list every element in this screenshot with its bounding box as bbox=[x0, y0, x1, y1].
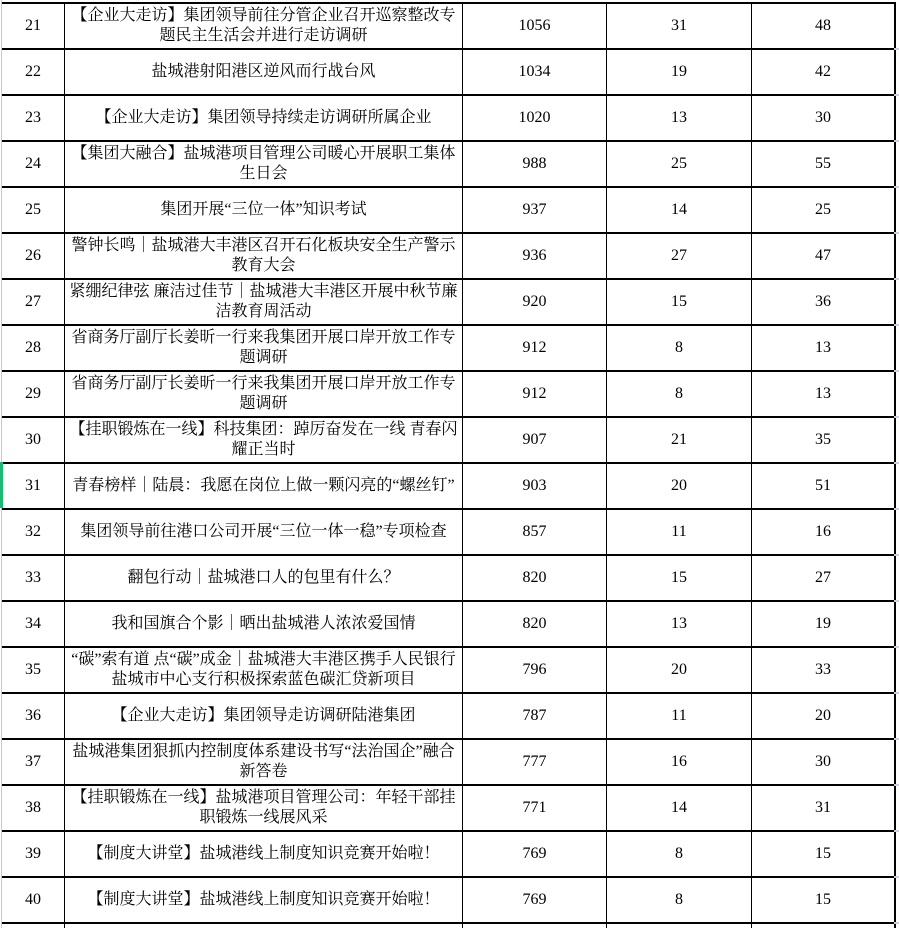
metric1-cell[interactable]: 988 bbox=[463, 142, 607, 186]
article-title-cell[interactable]: 盐城港射阳港区逆风而行战台风 bbox=[65, 50, 463, 94]
metric2-cell[interactable] bbox=[607, 924, 752, 928]
row-index-cell[interactable]: 22 bbox=[2, 50, 65, 94]
metric2-cell[interactable]: 19 bbox=[607, 50, 752, 94]
metric3-cell[interactable]: 27 bbox=[815, 569, 831, 586]
table-row bbox=[2, 464, 896, 510]
table-row bbox=[2, 372, 896, 418]
metric3-cell[interactable]: 13 bbox=[815, 385, 831, 402]
article-title-cell[interactable]: 盐城港集团狠抓内控制度体系建设书写“法治国企”融合新答卷 bbox=[65, 740, 463, 784]
table-row bbox=[2, 418, 896, 464]
metric2-cell[interactable]: 20 bbox=[607, 648, 752, 692]
row-index-cell[interactable]: 36 bbox=[2, 694, 65, 738]
metric1-cell[interactable]: 1034 bbox=[463, 50, 607, 94]
row-index-cell[interactable]: 31 bbox=[2, 464, 65, 508]
metric2-cell[interactable]: 11 bbox=[607, 694, 752, 738]
metric2-cell[interactable]: 15 bbox=[607, 556, 752, 600]
metric3-cell[interactable]: 30 bbox=[815, 753, 831, 770]
metric2-cell[interactable]: 8 bbox=[607, 372, 752, 416]
metric2-cell[interactable]: 13 bbox=[607, 602, 752, 646]
metric3-cell[interactable]: 51 bbox=[815, 477, 831, 494]
article-title-cell[interactable]: 【制度大讲堂】盐城港线上制度知识竞赛开始啦！ bbox=[65, 878, 463, 922]
metric2-cell[interactable]: 27 bbox=[607, 234, 752, 278]
metric1-cell[interactable]: 1020 bbox=[463, 96, 607, 140]
article-title-cell[interactable]: 【企业大走访】集团领导走访调研陆港集团 bbox=[65, 694, 463, 738]
metric2-cell[interactable]: 25 bbox=[607, 142, 752, 186]
article-title-cell[interactable]: 【集团大融合】盐城港项目管理公司暖心开展职工集体生日会 bbox=[65, 142, 463, 186]
row-index-cell[interactable]: 32 bbox=[2, 510, 65, 554]
metric3-cell[interactable]: 15 bbox=[815, 845, 831, 862]
table-row bbox=[2, 234, 896, 280]
metric2-cell[interactable]: 15 bbox=[607, 280, 752, 324]
row-index-cell[interactable]: 29 bbox=[2, 372, 65, 416]
row-index-cell[interactable]: 40 bbox=[2, 878, 65, 922]
table-row bbox=[2, 786, 896, 832]
article-title-cell[interactable]: 省商务厅副厅长姜昕一行来我集团开展口岸开放工作专题调研 bbox=[65, 372, 463, 416]
metric2-cell[interactable]: 8 bbox=[607, 878, 752, 922]
metric2-cell[interactable]: 11 bbox=[607, 510, 752, 554]
metric1-cell[interactable]: 857 bbox=[463, 510, 607, 554]
row-index-cell[interactable]: 24 bbox=[2, 142, 65, 186]
metric3-cell[interactable] bbox=[752, 924, 894, 928]
metric3-cell[interactable]: 20 bbox=[815, 707, 831, 724]
metric2-cell[interactable]: 20 bbox=[607, 464, 752, 508]
table-row bbox=[2, 510, 896, 556]
metric2-cell[interactable]: 21 bbox=[607, 418, 752, 462]
row-index-cell[interactable]: 34 bbox=[2, 602, 65, 646]
article-title-cell[interactable]: 【企业大走访】集团领导前往分管企业召开巡察整改专题民主生活会并进行走访调研 bbox=[65, 4, 463, 48]
metric1-cell[interactable]: 769 bbox=[463, 878, 607, 922]
metric2-cell[interactable]: 14 bbox=[607, 786, 752, 830]
table-row bbox=[2, 142, 896, 188]
metric2-cell[interactable]: 8 bbox=[607, 832, 752, 876]
metric2-cell[interactable]: 31 bbox=[607, 4, 752, 48]
article-title-cell[interactable]: 翻包行动｜盐城港口人的包里有什么？ bbox=[65, 556, 463, 600]
articles-table bbox=[2, 2, 896, 928]
row-index-cell[interactable]: 23 bbox=[2, 96, 65, 140]
metric1-cell[interactable]: 777 bbox=[463, 740, 607, 784]
table-row bbox=[2, 4, 896, 50]
table-row bbox=[2, 50, 896, 96]
metric2-cell[interactable]: 8 bbox=[607, 326, 752, 370]
row-index-cell[interactable]: 30 bbox=[2, 418, 65, 462]
metric1-cell[interactable]: 820 bbox=[463, 556, 607, 600]
metric1-cell[interactable]: 907 bbox=[463, 418, 607, 462]
row-index-cell[interactable]: 25 bbox=[2, 188, 65, 232]
metric1-cell[interactable]: 912 bbox=[463, 372, 607, 416]
row-index-cell[interactable] bbox=[2, 924, 65, 928]
row-index-cell[interactable]: 28 bbox=[2, 326, 65, 370]
metric3-cell[interactable]: 15 bbox=[815, 891, 831, 908]
metric2-cell[interactable]: 14 bbox=[607, 188, 752, 232]
metric1-cell[interactable]: 769 bbox=[463, 832, 607, 876]
metric3-cell[interactable]: 33 bbox=[815, 661, 831, 678]
metric1-cell[interactable]: 820 bbox=[463, 602, 607, 646]
table-row bbox=[2, 602, 896, 648]
row-index-cell[interactable]: 21 bbox=[2, 4, 65, 48]
table-row bbox=[2, 832, 896, 878]
table-row bbox=[2, 878, 896, 924]
metric3-cell[interactable]: 35 bbox=[815, 431, 831, 448]
row-index-cell[interactable]: 33 bbox=[2, 556, 65, 600]
metric1-cell[interactable]: 1056 bbox=[463, 4, 607, 48]
table-row bbox=[2, 326, 896, 372]
metric3-cell[interactable]: 36 bbox=[815, 293, 831, 310]
article-title-cell[interactable]: 警钟长鸣｜盐城港大丰港区召开石化板块安全生产警示教育大会 bbox=[65, 234, 463, 278]
article-title-cell[interactable]: 【制度大讲堂】盐城港线上制度知识竞赛开始啦！ bbox=[65, 832, 463, 876]
metric1-cell[interactable]: 771 bbox=[463, 786, 607, 830]
metric3-cell[interactable]: 55 bbox=[815, 155, 831, 172]
article-title-cell[interactable]: 青春榜样｜陆晨：我愿在岗位上做一颗闪亮的“螺丝钉” bbox=[65, 464, 463, 508]
metric1-cell[interactable]: 903 bbox=[463, 464, 607, 508]
article-title-cell[interactable]: 省商务厅副厅长姜昕一行来我集团开展口岸开放工作专题调研 bbox=[65, 326, 463, 370]
metric2-cell[interactable]: 16 bbox=[607, 740, 752, 784]
metric3-cell[interactable]: 48 bbox=[815, 17, 831, 34]
row-index-cell[interactable]: 39 bbox=[2, 832, 65, 876]
table-row bbox=[2, 280, 896, 326]
row-index-cell[interactable]: 38 bbox=[2, 786, 65, 830]
table-row bbox=[2, 96, 896, 142]
metric1-cell[interactable]: 912 bbox=[463, 326, 607, 370]
row-index-cell[interactable]: 37 bbox=[2, 740, 65, 784]
row-index-cell[interactable]: 26 bbox=[2, 234, 65, 278]
article-title-cell[interactable] bbox=[65, 924, 463, 928]
table-row bbox=[2, 188, 896, 234]
metric1-cell[interactable]: 787 bbox=[463, 694, 607, 738]
article-title-cell[interactable]: 集团领导前往港口公司开展“三位一体一稳”专项检查 bbox=[65, 510, 463, 554]
article-title-cell[interactable]: 我和国旗合个影｜晒出盐城港人浓浓爱国情 bbox=[65, 602, 463, 646]
metric3-cell[interactable]: 19 bbox=[815, 615, 831, 632]
metric3-cell[interactable]: 42 bbox=[815, 63, 831, 80]
article-title-cell[interactable]: 【企业大走访】集团领导持续走访调研所属企业 bbox=[65, 96, 463, 140]
table-row bbox=[2, 694, 896, 740]
metric3-cell[interactable]: 47 bbox=[815, 247, 831, 264]
table-row bbox=[2, 556, 896, 602]
metric3-cell[interactable]: 16 bbox=[815, 523, 831, 540]
metric1-cell[interactable]: 796 bbox=[463, 648, 607, 692]
article-title-cell[interactable]: 【挂职锻炼在一线】盐城港项目管理公司：年轻干部挂职锻炼一线展风采 bbox=[65, 786, 463, 830]
article-title-cell[interactable]: 【挂职锻炼在一线】科技集团：踔厉奋发在一线 青春闪耀正当时 bbox=[65, 418, 463, 462]
metric1-cell[interactable]: 920 bbox=[463, 280, 607, 324]
metric3-cell[interactable]: 25 bbox=[815, 201, 831, 218]
metric1-cell[interactable]: 937 bbox=[463, 188, 607, 232]
article-title-cell[interactable]: 集团开展“三位一体”知识考试 bbox=[65, 188, 463, 232]
article-title-cell[interactable]: 紧绷纪律弦 廉洁过佳节｜盐城港大丰港区开展中秋节廉洁教育周活动 bbox=[65, 280, 463, 324]
article-title-cell[interactable]: “碳”索有道 点“碳”成金｜盐城港大丰港区携手人民银行盐城市中心支行积极探索蓝色碳汇贷新项目 bbox=[65, 648, 463, 692]
metric2-cell[interactable]: 13 bbox=[607, 96, 752, 140]
row-index-cell[interactable]: 27 bbox=[2, 280, 65, 324]
metric3-cell[interactable]: 30 bbox=[815, 109, 831, 126]
table-row bbox=[2, 924, 896, 928]
metric3-cell[interactable]: 31 bbox=[815, 799, 831, 816]
row-index-cell[interactable]: 35 bbox=[2, 648, 65, 692]
table-row bbox=[2, 648, 896, 694]
active-row-indicator bbox=[0, 462, 3, 508]
metric1-cell[interactable] bbox=[463, 924, 607, 928]
metric1-cell[interactable]: 936 bbox=[463, 234, 607, 278]
metric3-cell[interactable]: 13 bbox=[815, 339, 831, 356]
table-row bbox=[2, 740, 896, 786]
